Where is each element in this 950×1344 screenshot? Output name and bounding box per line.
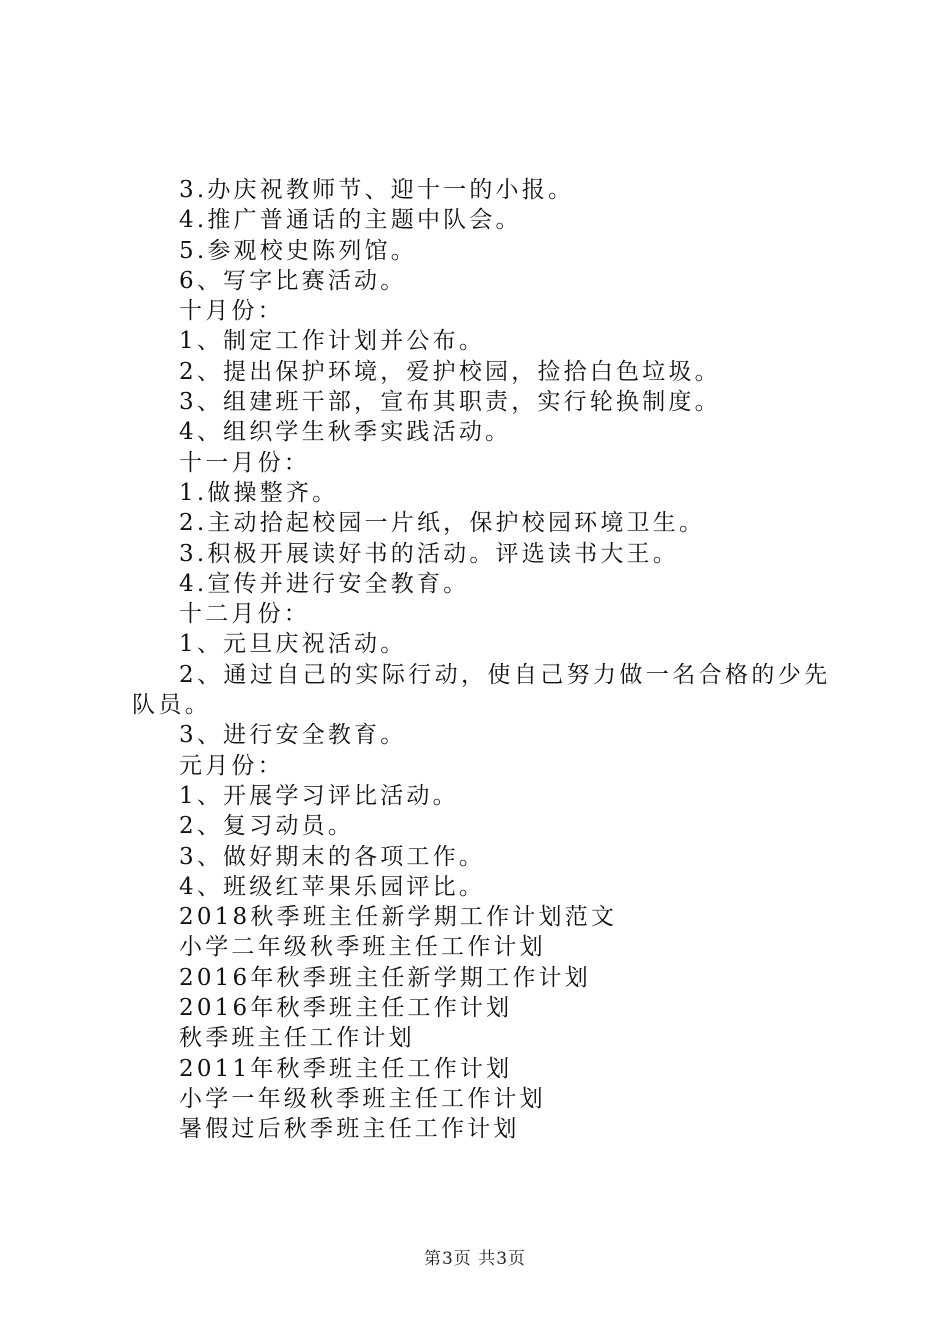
text-line: 2、复习动员。 bbox=[179, 813, 355, 840]
related-title: 秋季班主任工作计划 bbox=[179, 1025, 415, 1052]
section-heading: 十月份： bbox=[179, 298, 284, 325]
section-heading: 十一月份： bbox=[179, 449, 310, 476]
related-title: 小学一年级秋季班主任工作计划 bbox=[179, 1085, 546, 1112]
text-line: 2.主动拾起校园一片纸，保护校园环境卫生。 bbox=[179, 510, 706, 537]
text-line: 3.积极开展读好书的活动。评选读书大王。 bbox=[179, 540, 679, 567]
section-heading: 元月份： bbox=[179, 752, 284, 779]
text-line: 1、开展学习评比活动。 bbox=[179, 782, 459, 809]
page-number: 第3页 共3页 bbox=[423, 1249, 527, 1269]
related-title: 2018秋季班主任新学期工作计划范文 bbox=[179, 904, 618, 931]
text-line: 4、班级红苹果乐园评比。 bbox=[179, 873, 486, 900]
related-title: 2016年秋季班主任工作计划 bbox=[179, 995, 513, 1022]
text-line: 4、组织学生秋季实践活动。 bbox=[179, 419, 512, 446]
text-line: 3、组建班干部，宣布其职责，实行轮换制度。 bbox=[179, 389, 721, 416]
text-line: 6、写字比赛活动。 bbox=[179, 267, 407, 294]
text-line: 4.推广普通话的主题中队会。 bbox=[179, 207, 522, 234]
text-line: 1.做操整齐。 bbox=[179, 479, 339, 506]
text-line: 1、制定工作计划并公布。 bbox=[179, 328, 486, 355]
text-line: 1、元旦庆祝活动。 bbox=[179, 631, 407, 658]
text-line: 2、提出保护环境，爱护校园，捡拾白色垃圾。 bbox=[179, 358, 721, 385]
text-line: 5.参观校史陈列馆。 bbox=[179, 237, 417, 264]
text-line: 3、做好期末的各项工作。 bbox=[179, 843, 486, 870]
document-body bbox=[132, 175, 832, 1145]
text-line: 3.办庆祝教师节、迎十一的小报。 bbox=[179, 177, 575, 203]
related-title: 暑假过后秋季班主任工作计划 bbox=[179, 1116, 520, 1143]
related-title: 2011年秋季班主任工作计划 bbox=[179, 1055, 513, 1082]
section-heading: 十二月份： bbox=[179, 601, 310, 628]
text-line: 2、通过自己的实际行动，使自己努力做一名合格的少先队员。 bbox=[132, 661, 831, 719]
related-title: 2016年秋季班主任新学期工作计划 bbox=[179, 964, 591, 991]
text-line: 3、进行安全教育。 bbox=[179, 722, 407, 749]
related-title: 小学二年级秋季班主任工作计划 bbox=[179, 934, 546, 961]
text-line: 4.宣传并进行安全教育。 bbox=[179, 570, 470, 597]
